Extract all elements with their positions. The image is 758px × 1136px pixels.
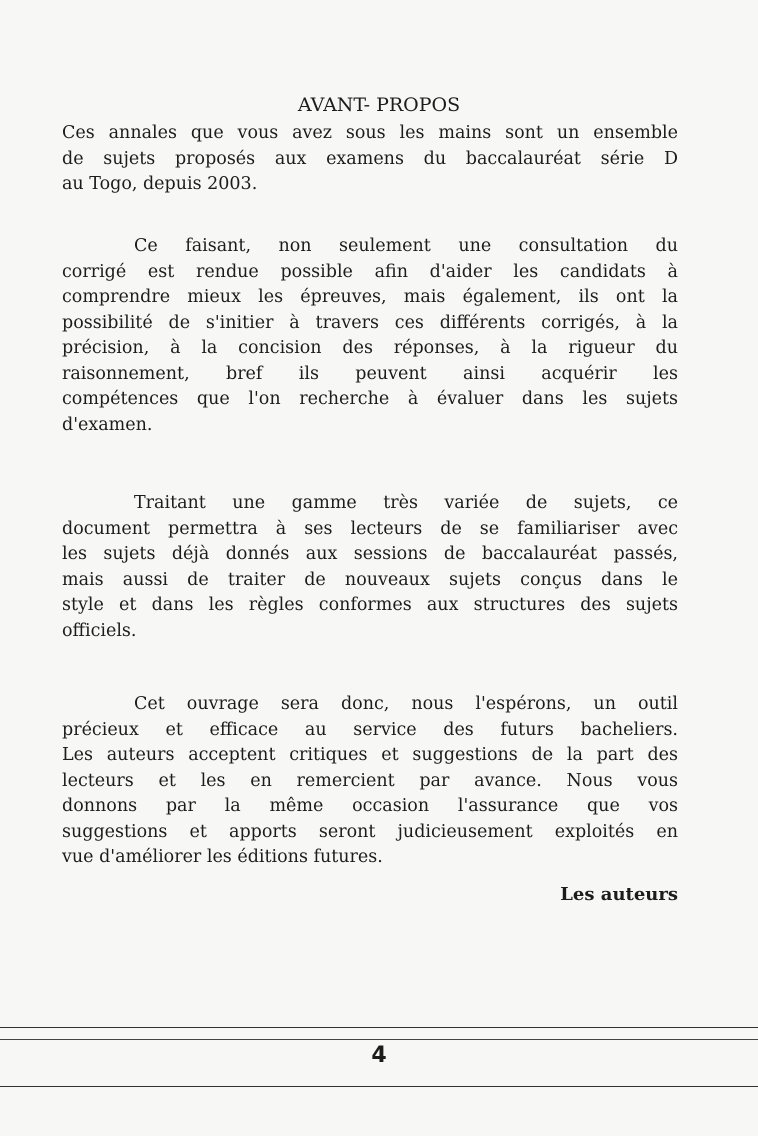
text-line: Traitant une gamme très variée de sujets, ce [134,493,678,513]
text-line: possibilité de s'initier à travers ces différents corrigés, à la [62,312,678,333]
text-line: d'examen. [62,414,153,435]
paragraph-3 [62,491,678,644]
text-line: style et dans les règles conformes aux structures des sujets [62,595,678,615]
text-line: Cet ouvrage sera donc, nous l'espérons, un outil [134,694,678,714]
page-number: 4 [371,1043,387,1068]
footer-rule-bottom [0,1086,758,1087]
text-line: officiels. [62,620,137,641]
text-line: Les auteurs acceptent critiques et suggestions de la part des [62,745,678,765]
text-line: de sujets proposés aux examens du baccalauréat série D [62,148,678,169]
text-line: Ce faisant, non seulement une consultation du [134,236,678,256]
text-line: comprendre mieux les épreuves, mais également, ils ont la [62,287,678,307]
text-line: au Togo, depuis 2003. [62,174,258,194]
text-line: Ces annales que vous avez sous les mains sont un ensemble [62,123,678,143]
text-line: les sujets déjà donnés aux sessions de baccalauréat passés, [62,544,678,564]
text-line: suggestions et apports seront judicieusement exploités en [62,821,678,842]
text-line: compétences que l'on recherche à évaluer dans les sujets [62,389,678,409]
page-title: AVANT- PROPOS [297,94,461,116]
text-line: document permettra à ses lecteurs de se familiariser avec [62,518,678,539]
text-line: donnons par la même occasion l'assurance que vos [62,796,678,816]
text-line: vue d'améliorer les éditions futures. [62,847,383,867]
text-line: précieux et efficace au service des futurs bacheliers. [62,719,678,740]
text-line: corrigé est rendue possible afin d'aider les candidats à [62,261,678,282]
paragraph-4 [62,692,678,871]
text-line: précision, à la concision des réponses, à la rigueur du [62,338,678,358]
text-line: mais aussi de traiter de nouveaux sujets conçus dans le [62,569,678,590]
footer-rule-top-secondary [0,1039,758,1040]
footer-rule-top [0,1027,758,1028]
text-line: raisonnement, bref ils peuvent ainsi acquérir les [62,363,678,384]
text-line: lecteurs et les en remercient par avance. Nous vous [62,770,678,791]
signature: Les auteurs [560,884,678,905]
paragraph-2 [62,234,678,438]
paragraph-1 [62,121,678,198]
